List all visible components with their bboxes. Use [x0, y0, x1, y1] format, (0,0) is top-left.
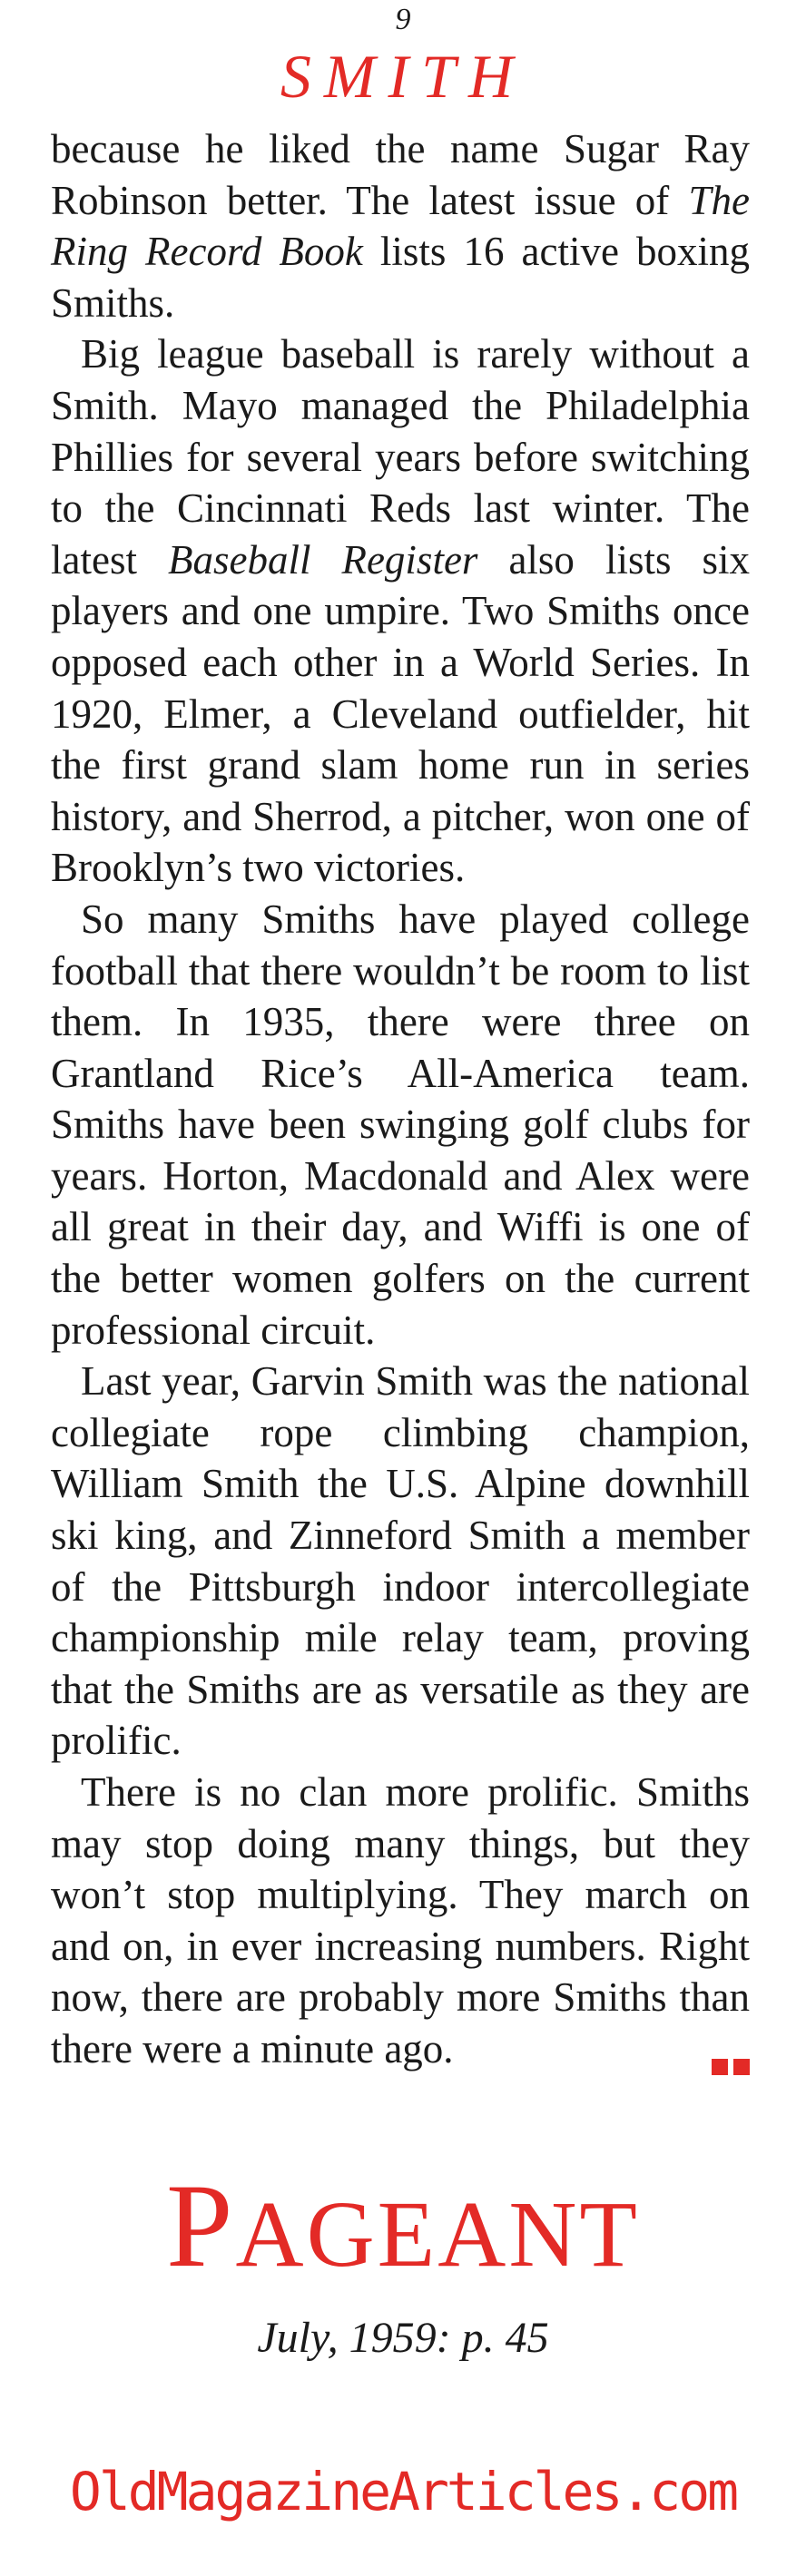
- masthead-rest: AGEANT: [235, 2182, 640, 2287]
- article-paragraph: So many Smiths have played college football that there wouldn’t be room to list them. In 1935, there were three on Grantland Rice’s All-America team. Smiths have been swinging golf clubs for years. Horton, Macdonald and Alex were all great in their day, and Wiffi is one of the better women golfers on the current professional circuit.: [51, 896, 750, 1353]
- paragraph-text: Big league baseball is rarely without a Smith. Mayo managed the Philadelphia Phillies for several years before switching to the Cincinnati Reds last winter. The latest: [51, 331, 750, 583]
- magazine-masthead: [0, 2158, 806, 2303]
- masthead-initial: P: [166, 2159, 236, 2292]
- issue-citation: July, 1959: p. 45: [257, 2314, 549, 2362]
- end-square-icon: [712, 2059, 728, 2075]
- section-kicker: SMITH: [280, 42, 526, 111]
- end-square-icon: [733, 2059, 750, 2075]
- end-of-article-mark: [676, 2036, 750, 2088]
- article-paragraph: [51, 123, 750, 328]
- article-paragraph: [51, 328, 750, 894]
- publication-title: The Ring Record Book: [51, 177, 750, 275]
- article-body: [51, 123, 750, 2088]
- article-paragraph: [51, 1767, 750, 2075]
- paragraph-text: lists 16 active boxing Smiths.: [51, 229, 750, 326]
- paragraph-text: There is no clan more prolific. Smiths may stop doing many things, but they won’t stop multiplying. They march on and on, in ever increasing numbers. Right now, there are probably more Smiths than there were a minute ago.: [51, 1769, 750, 2072]
- site-watermark[interactable]: OldMagazineArticles.com: [69, 2461, 737, 2522]
- page-number: 9: [395, 3, 411, 36]
- paragraph-text: also lists six players and one umpire. Two Smiths once opposed each other in a World Series. In 1920, Elmer, a Cleveland outfielder, hit the first grand slam home run in series history, and Sherrod, a pitcher, won one of Brooklyn’s two victories.: [51, 536, 750, 891]
- paragraph-text: because he liked the name Sugar Ray Robinson better. The latest issue of: [51, 126, 750, 223]
- article-paragraph: Last year, Garvin Smith was the national collegiate rope climbing champion, William Smith the U.S. Alpine downhill ski king, and Zinneford Smith a member of the Pittsburgh indoor intercollegiate championship mile relay team, proving that the Smiths are as versatile as they are prolific.: [51, 1358, 750, 1764]
- publication-title: Baseball Register: [167, 536, 478, 583]
